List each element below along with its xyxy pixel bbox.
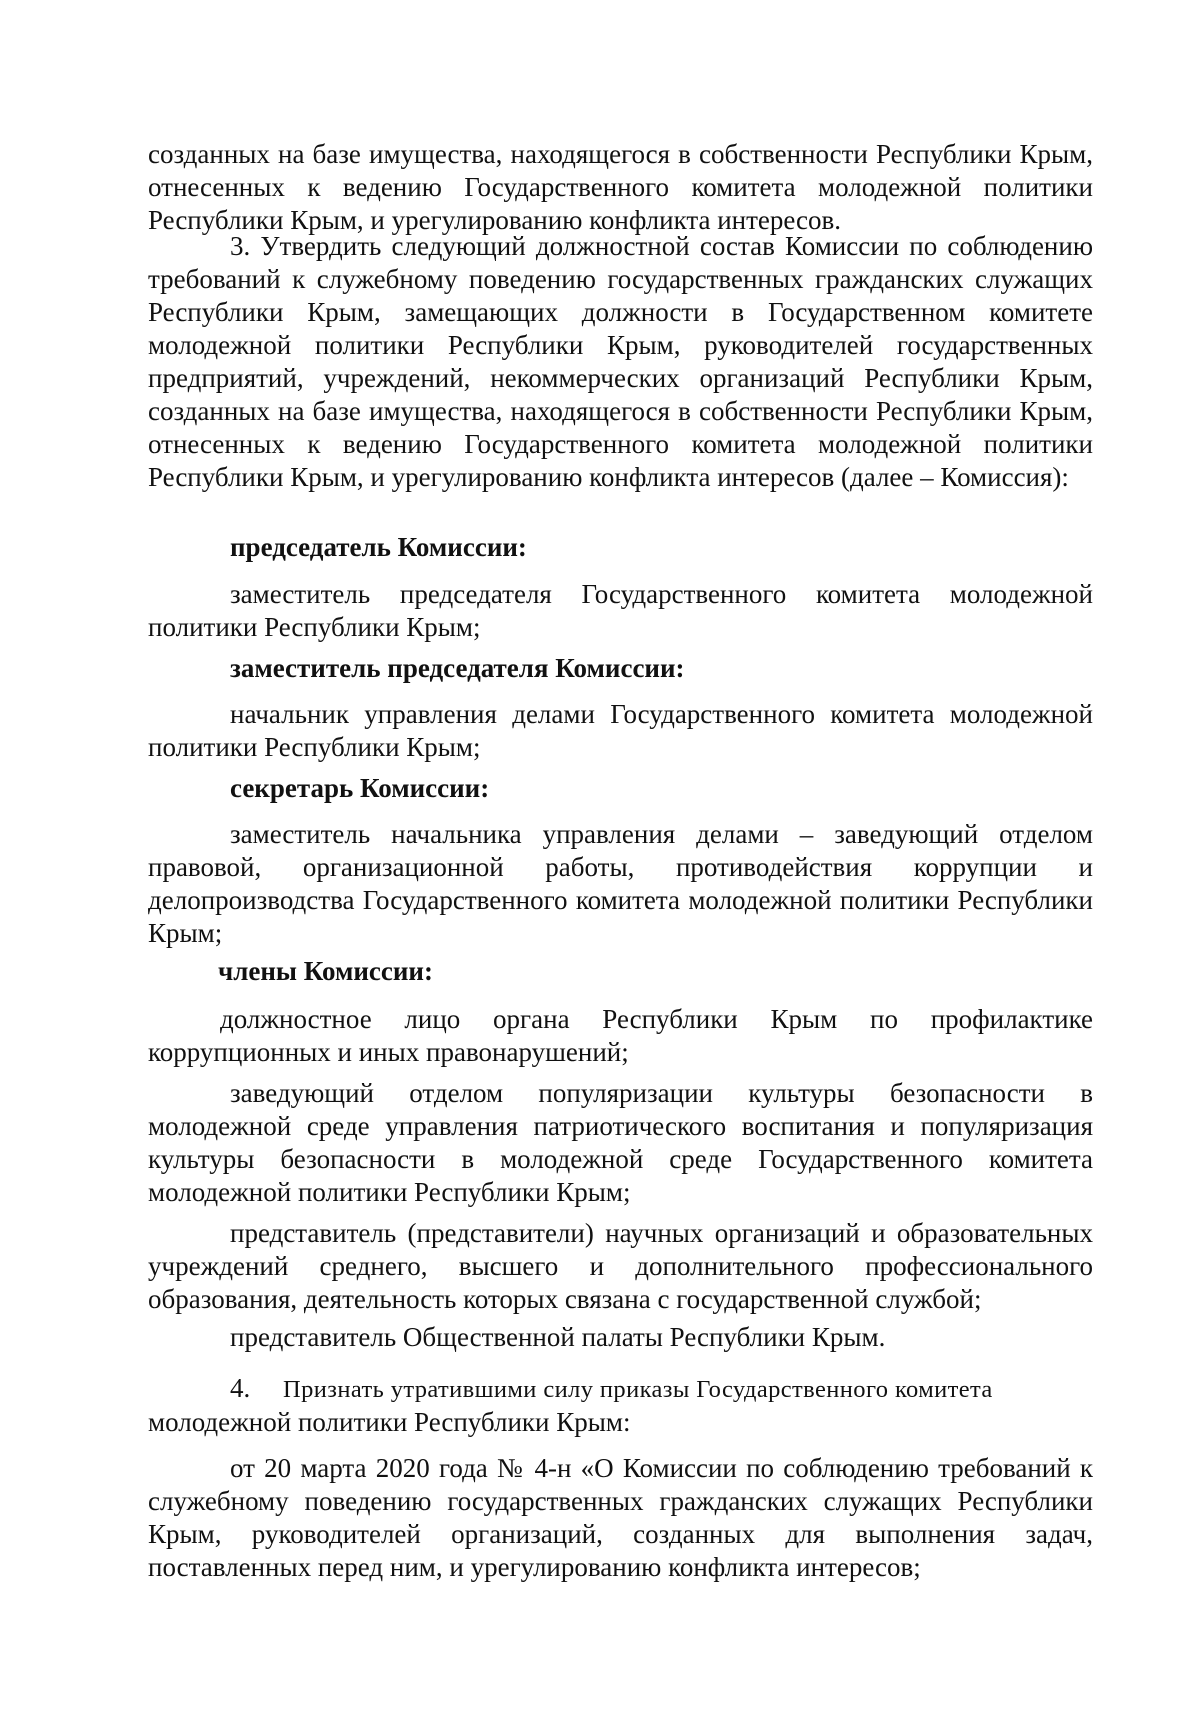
member-item: представитель Общественной палаты Республики Крым.	[230, 1322, 886, 1352]
deputy-chairman-text: начальник управления делами Государственного комитета молодежной политики Республики Крым;	[148, 699, 1093, 762]
secretary-heading: секретарь Комиссии:	[230, 773, 490, 803]
deputy-chairman-heading: заместитель председателя Комиссии:	[230, 653, 685, 683]
member-item: представитель (представители) научных организаций и образовательных учреждений среднего, высшего и дополнительного профессионального образования, деятельность которых связана с государственной службой;	[148, 1218, 1093, 1314]
secretary-text: заместитель начальника управления делами – заведующий отделом правовой, организационной работы, противодействия коррупции и делопроизводства Государственного комитета молодежной политики Республики Крым;	[148, 819, 1093, 948]
chairman-heading: председатель Комиссии:	[230, 532, 527, 562]
intro-paragraph: созданных на базе имущества, находящегося в собственности Республики Крым, отнесенных к ведению Государственного комитета молодежной политики Республики Крым, и урегулированию конфликта интересов.	[148, 139, 1093, 235]
member-item: заведующий отделом популяризации культуры безопасности в молодежной среде управления патриотического воспитания и популяризация культуры безопасности в молодежной среде Государственного комитета молодежной политики Республики Крым;	[148, 1078, 1093, 1207]
item-4-number: 4.	[230, 1373, 251, 1403]
chairman-text: заместитель председателя Государственного комитета молодежной политики Республики Крым;	[148, 579, 1093, 642]
item-4-paragraph	[148, 1372, 1093, 1439]
item-4-first-line-text: Признать утратившими силу приказы Государственного комитета	[283, 1376, 993, 1403]
item-4-first-line	[148, 1372, 1093, 1406]
member-item: должностное лицо органа Республики Крым по профилактике коррупционных и иных правонарушений;	[148, 1004, 1093, 1067]
members-heading: члены Комиссии:	[218, 956, 433, 986]
item-3-paragraph: 3. Утвердить следующий должностной состав Комиссии по соблюдению требований к служебному поведению государственных гражданских служащих Республики Крым, замещающих должности в Государственном комитете молодежной политики Республики Крым, руководителей государственных предприятий, учреждений, некоммерческих организаций Республики Крым, созданных на базе имущества, находящегося в собственности Республики Крым, отнесенных к ведению Государственного комитета молодежной политики Республики Крым, и урегулированию конфликта интересов (далее – Комиссия):	[148, 231, 1093, 492]
repealed-order-paragraph: от 20 марта 2020 года № 4-н «О Комиссии по соблюдению требований к служебному поведению государственных гражданских служащих Республики Крым, руководителей организаций, созданных для выполнения задач, поставленных перед ним, и урегулированию конфликта интересов;	[148, 1453, 1093, 1582]
item-4-rest: молодежной политики Республики Крым:	[148, 1407, 631, 1437]
